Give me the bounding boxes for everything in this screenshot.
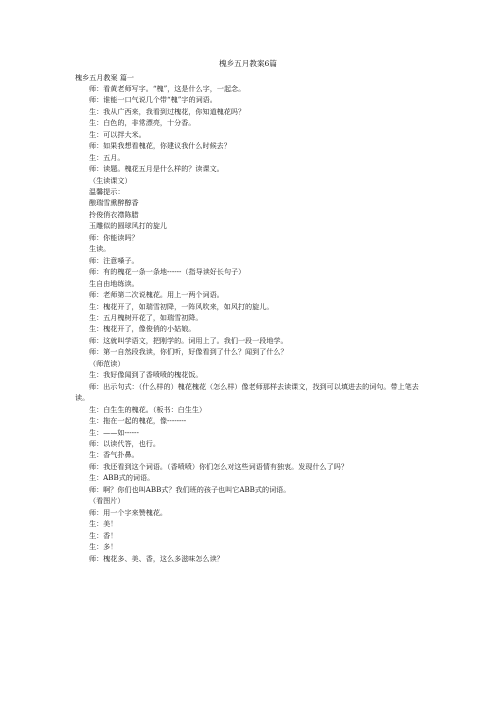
text-line: 师：这就叫学语文，把刚学的。词用上了。我们一段一段地学。 (89, 335, 288, 345)
text-line: 玉雕似的圆球风打的旋儿 (89, 221, 168, 231)
text-line: 温馨提示： (89, 187, 125, 197)
text-line: 生：ABB式的词语。 (89, 473, 155, 483)
text-line: 生：五月槐树开花了，如瑞雪初降。 (89, 313, 203, 323)
text-line: （师范读） (89, 358, 125, 368)
text-line: 生自由地练读。 (89, 278, 139, 288)
document-body (75, 72, 428, 564)
text-line: 生：——如------ (89, 427, 139, 437)
text-line: 生：我好像闻到了香喷喷的槐花饭。 (89, 370, 203, 380)
text-line: 生：槐花开了，如瑞雪初降，一阵风吹来，如风打的旋儿。 (89, 301, 274, 311)
text-line: 生：拖在一起的槐花，像-------- (89, 416, 187, 426)
document-title: 槐乡五月教案6篇 (219, 59, 277, 68)
text-line: 生：白色的，非常漂亮，十分香。 (89, 118, 196, 128)
text-line: 生：可以拌大米。 (89, 129, 146, 139)
text-line: 生：白生生的槐花。（板书：白生生） (89, 404, 207, 414)
text-line: 师：你能读吗？ (89, 232, 139, 242)
text-line: 师：我还看到这个词语。（香喷喷）你们怎么对这些词语情有独衷。发现什么了吗？ (89, 461, 348, 471)
text-line: 师：看黄老师写字。“槐”，这是什么字，一起念。 (89, 83, 246, 93)
text-line: 生：香！ (89, 530, 118, 540)
text-line: 师：老师第二次说槐花。用上一两个词语。 (89, 290, 224, 300)
text-line: 师：出示句式：（什么样的）槐花槐花（怎么样）像老师那样去读课文，找到可以填进去的词句。带上笔去读。 (75, 381, 419, 403)
text-line: 生：美！ (89, 519, 118, 529)
text-line: 生：槐花开了，像俊俏的小姑娘。 (89, 324, 196, 334)
text-line: 师：啊？你们也叫ABB式？我们班的孩子也叫它ABB式的词语。 (89, 484, 291, 494)
text-line: 酿瑞雪熏醉醇香 (89, 198, 139, 208)
text-line: 师：以读代答，也行。 (89, 439, 160, 448)
text-line: 生：香气扑鼻。 (89, 450, 139, 460)
text-line: 槐乡五月教案 篇一 (75, 72, 135, 82)
text-line: （看图片） (89, 496, 125, 506)
text-line: 师：如果我想看槐花，你建议我什么时候去？ (89, 141, 231, 151)
text-line: 师：注意嗓子。 (89, 255, 139, 265)
text-line: 师：槐花多、美、香，这么多滋味怎么读？ (89, 553, 224, 563)
text-line: 拎俊俏衣襟陈腊 (89, 209, 139, 219)
text-line: （生读课文） (89, 175, 132, 185)
text-line: 生：我从广西来，我看到过槐花，你知道槐花吗？ (89, 106, 246, 116)
text-line: 生读。 (89, 244, 111, 254)
text-line: 师：谁能一口气说几个带“槐”字的词语。 (89, 95, 217, 105)
text-line: 师：第一自然段我读，你们听，好像看到了什么？闻到了什么？ (89, 347, 288, 357)
text-line: 师：有的槐花一条一条地------（指导读好长句子） (89, 267, 246, 277)
text-line: 生：五月。 (89, 152, 125, 162)
text-line: 师：读题。槐花五月是什么样的？读课文。 (89, 164, 224, 174)
text-line: 师：用一个字来赞槐花。 (89, 507, 168, 517)
text-line: 生：多！ (89, 542, 118, 552)
